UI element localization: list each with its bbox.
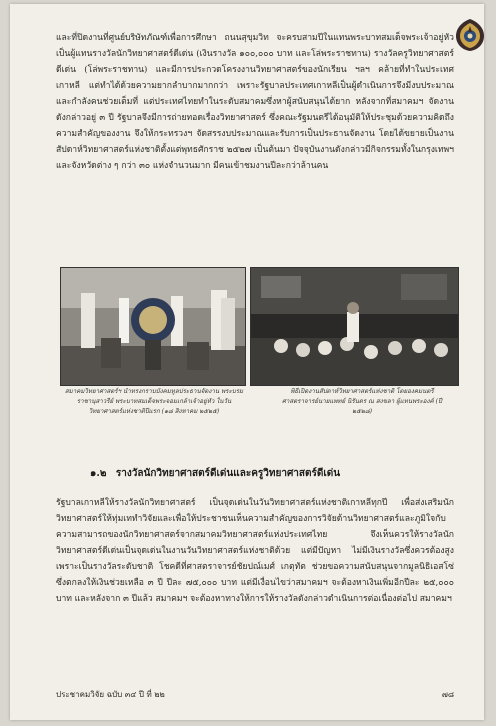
photo-opening-ceremony-image [251,268,458,385]
photo-left-caption: สมาคมวิทยาศาสตร์ฯ นำทรงกราบบังคมทูลประธานจัดงาน พระบรมราชานุสาวรีย์ พระบาทสมเด็จพระจอมเกล้าเจ้าอยู่หัว ในวันวิทยาศาสตร์แห่งชาติปีแรก (๑๘ สิงหาคม ๒๕๒๕) [64,388,244,415]
footer-publication-title: ประชาคมวิจัย ฉบับ ๓๔ ปี ที่ ๒๒ [56,690,165,699]
section-number: ๑.๒ [90,468,107,479]
section-heading-text: รางวัลนักวิทยาศาสตร์ดีเด่นและครูวิทยาศาสตร์ดีเด่น [115,468,341,479]
document-page [10,4,484,720]
photo-ceremony-statue [60,267,246,386]
section-heading [90,466,340,481]
body-paragraph-2: รัฐบาลเกาหลีให้รางวัลนักวิทยาศาสตร์ เป็นจุดเด่นในวันวิทยาศาสตร์แห่งชาติเกาหลีทุกปี เพื่อส่งเสริมนักวิทยาศาสตร์ให้ทุ่มเททำวิจัยและเพื่อให้ประชาชนเห็นความสำคัญของการวิจัยด้านวิทยาศาสตร์และภูมิใจกับความสามารถของนักวิทยาศาสตร์จากสมาคมวิทยาศาสตร์แห่งประเทศไทย จึงเห็นควรให้รางวัลนักวิทยาศาสตร์ดีเด่นเป็นจุดเด่นในงานวันวิทยาศาสตร์แห่งชาติด้วย แต่มีปัญหา ไม่มีเงินรางวัลซึ่งควรต้องสูงเพราะเป็นรางวัลระดับชาติ โชคดีที่ศาสตราจารย์ชัยปณ์เมศ์ เกตุทัต ช่วยขอความสนับสนุนจากมูลนิธิเอสโซ่ซึ่งตกลงให้เงินช่วยเหลือ ๓ ปี ปีละ ๗๕,๐๐๐ บาท แต่มีเงื่อนไขว่าสมาคมฯ จะต้องหาเงินเพิ่มอีกปีละ ๒๕,๐๐๐ บาท และหลังจาก ๓ ปีแล้ว สมาคมฯ จะต้องหาทางให้การให้รางวัลดังกล่าวดำเนินการต่อเนื่องต่อไป สมาคมฯ [56,498,454,604]
photo-opening-ceremony [250,267,459,386]
page-footer [56,688,454,702]
photo-ceremony-statue-image [61,268,245,385]
body-paragraph-1: และที่ปิดงานที่ศูนย์บริษัทภัณฑ์เพื่อการศึกษา ถนนสุขุมวิท จะครบสามปีในแทนพระบาทสมเด็จพระเจ้าอยู่หัว เป็นผู้แทนรางวัลนักวิทยาศาสตร์ดีเด่น (เงินรางวัล ๑๐๐,๐๐๐ บาท และโล่พระราชทาน) รางวัลครูวิทยาศาสตร์ดีเด่น (โล่พระราชทาน) และมีการประกวดโครงงานวิทยาศาสตร์ของนักเรียน ฯลฯ คล้ายที่ทำในประเทศเกาหลี แต่ทำได้ด้วยความยากลำบากมากกว่า เพราะรัฐบาลประเทศเกาหลีเป็นผู้ดำเนินการจึงมีงบประมาณและกำลังคนช่วยเต็มที่ แต่ประเทศไทยทำในระดับสมาคมซึ่งหาผู้สนับสนุนได้ยาก หลังจากที่สมาคมฯ จัดงานดังกล่าวอยู่ ๓ ปี รัฐบาลจึงมีการถ่ายทอดเรื่องวิทยาศาสตร์ ซึ่งคณะรัฐมนตรีได้อนุมัติให้ประชุมด้วยความคิดถึงความสำคัญของงาน จึงให้กระทรวงฯ จัดสรรงบประมาณและรับการเป็นประธานจัดงาน โดยได้ขยายเป็นงานสัปดาห์วิทยาศาสตร์แห่งชาติตั้งแต่พุทธศักราช ๒๕๒๗ เป็นต้นมา ปัจจุบันงานดังกล่าวมีกิจกรรมทั้งในกรุงเทพฯ และจังหวัดต่าง ๆ กว่า ๓๐ แห่งจำนวนมาก มีคนเข้าชมงานปีละกว่าล้านคน [56,33,454,171]
page-number: ๗๘ [441,690,454,699]
photo-right-caption: พิธีเปิดงานสัปดาห์วิทยาศาสตร์แห่งชาติ โดยองคมนตรี ศาสตราจารย์นายแพทย์ นิรันดร ณ สงขลา ผู้แทนพระองค์ (ปี ๒๕๒๘) [281,388,442,415]
institution-crest-logo [454,18,484,52]
